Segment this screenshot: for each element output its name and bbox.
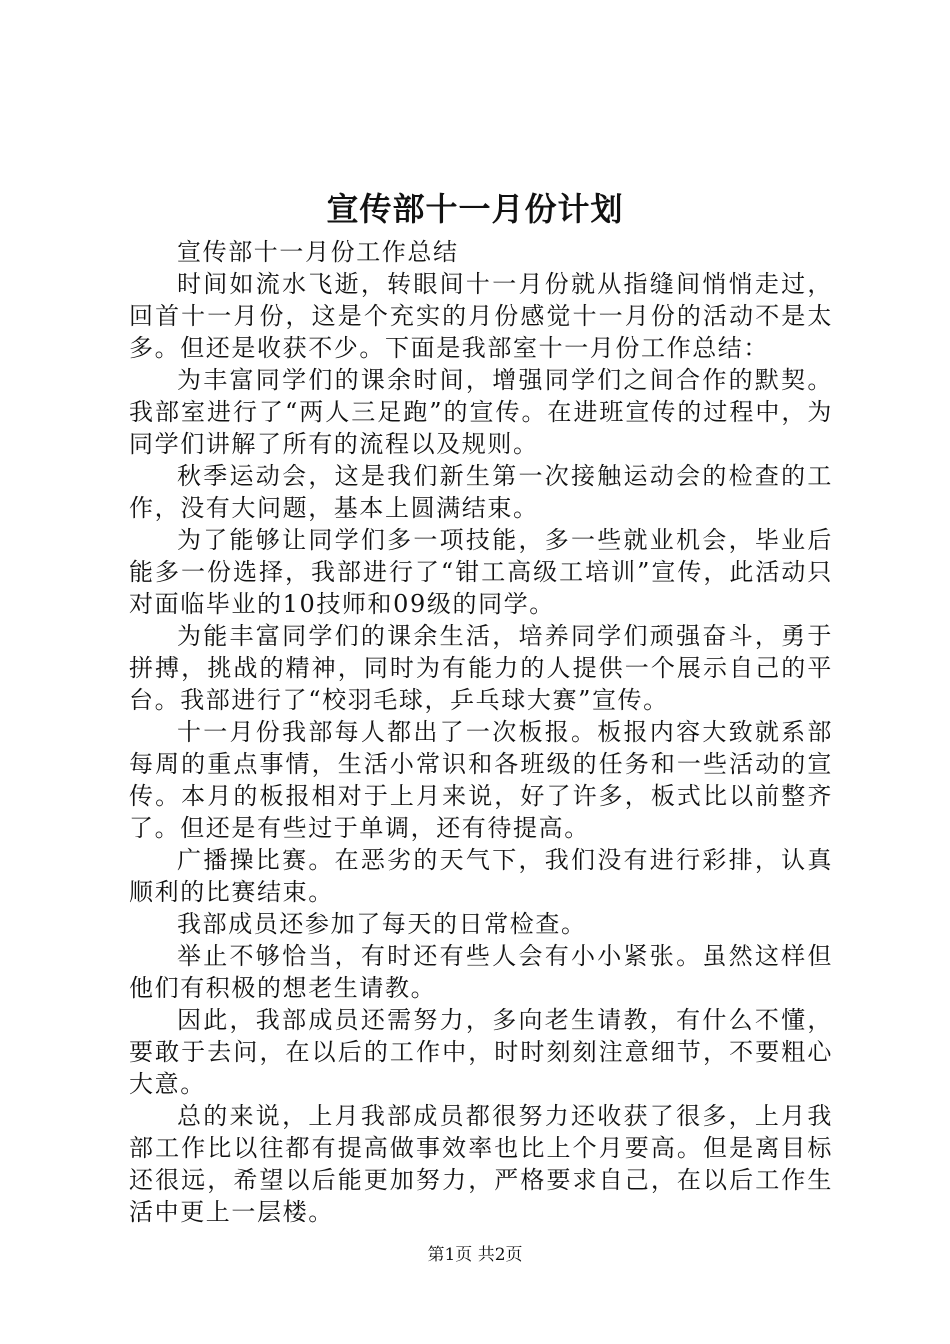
paragraph: 秋季运动会，这是我们新生第一次接触运动会的检查的工作，没有大问题，基本上圆满结束。: [129, 462, 833, 522]
paragraph: 我部成员还参加了每天的日常检查。: [177, 910, 587, 938]
paragraph: 时间如流水飞逝，转眼间十一月份就从指缝间悄悄走过，回首十一月份，这是个充实的月份感觉十一月份的活动不是太多。但还是收获不少。下面是我部室十一月份工作总结：: [129, 270, 833, 362]
paragraph: 举止不够恰当，有时还有些人会有小小紧张。虽然这样但他们有积极的想老生请教。: [129, 942, 833, 1002]
page-number-footer: 第1页 共2页: [427, 1245, 523, 1265]
paragraph: 十一月份我部每人都出了一次板报。板报内容大致就系部每周的重点事情，生活小常识和各班级的任务和一些活动的宣传。本月的板报相对于上月来说，好了许多，板式比以前整齐了。但还是有些过于单调，还有待提高。: [129, 718, 833, 842]
paragraph: 为能丰富同学们的课余生活，培养同学们顽强奋斗，勇于拼搏，挑战的精神，同时为有能力的人提供一个展示自己的平台。我部进行了“校羽毛球，乒乓球大赛”宣传。: [129, 622, 833, 714]
paragraph: 为丰富同学们的课余时间，增强同学们之间合作的默契。我部室进行了“两人三足跑”的宣传。在进班宣传的过程中，为同学们讲解了所有的流程以及规则。: [129, 366, 833, 458]
paragraph: 广播操比赛。在恶劣的天气下，我们没有进行彩排，认真顺利的比赛结束。: [129, 846, 833, 906]
paragraph: 为了能够让同学们多一项技能，多一些就业机会，毕业后能多一份选择，我部进行了“钳工高级工培训”宣传，此活动只对面临毕业的10技师和09级的同学。: [129, 526, 833, 618]
paragraph-heading: 宣传部十一月份工作总结: [177, 238, 459, 266]
document-body: [129, 236, 833, 1228]
document-title: 宣传部十一月份计划: [326, 190, 624, 228]
paragraph: 总的来说，上月我部成员都很努力还收获了很多，上月我部工作比以往都有提高做事效率也比上个月要高。但是离目标还很远，希望以后能更加努力，严格要求自己，在以后工作生活中更上一层楼。: [129, 1102, 833, 1226]
paragraph: 因此，我部成员还需努力，多向老生请教，有什么不懂，要敢于去问，在以后的工作中，时时刻刻注意细节，不要粗心大意。: [129, 1006, 833, 1098]
